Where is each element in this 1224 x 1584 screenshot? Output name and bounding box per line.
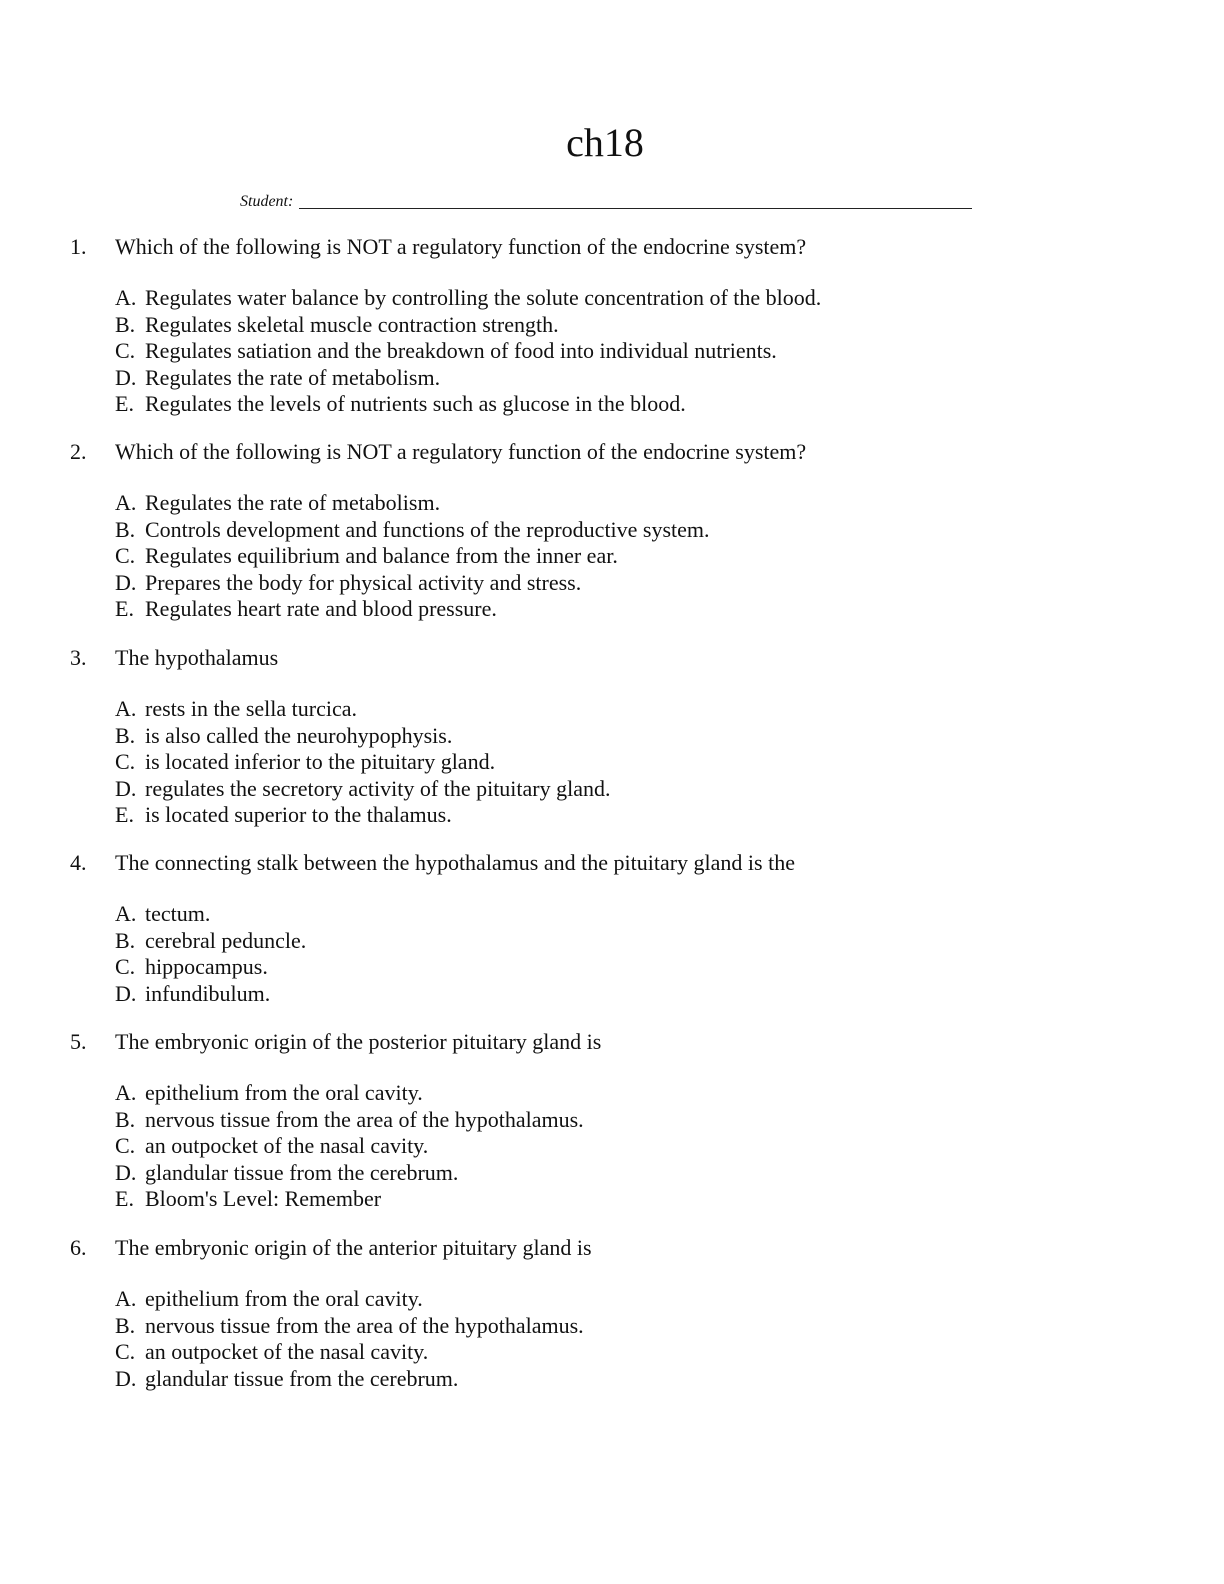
answer-option — [115, 338, 1175, 365]
option-text: cerebral peduncle. — [145, 927, 307, 953]
option-text: an outpocket of the nasal cavity. — [145, 1339, 429, 1365]
option-letter: A. — [115, 696, 137, 721]
question-stem: The embryonic origin of the anterior pituitary gland is — [115, 1235, 592, 1260]
option-text: Bloom's Level: Remember — [145, 1186, 382, 1212]
question-stem: Which of the following is NOT a regulatory function of the endocrine system? — [115, 439, 807, 464]
question-stem: The hypothalamus — [115, 645, 279, 670]
option-text: an outpocket of the nasal cavity. — [145, 1133, 429, 1159]
option-letter: C. — [115, 1339, 136, 1365]
option-text: Regulates the rate of metabolism. — [145, 490, 441, 515]
option-letter: D. — [115, 1365, 137, 1391]
answer-option — [115, 723, 1175, 750]
option-text: is located superior to the thalamus. — [145, 802, 452, 828]
answer-option — [115, 1107, 1175, 1134]
answer-option — [115, 1286, 1175, 1313]
option-text: is located inferior to the pituitary gland. — [145, 749, 496, 775]
option-text: Regulates water balance by controlling the solute concentration of the blood. — [145, 285, 822, 310]
option-letter: B. — [115, 516, 136, 542]
option-letter: B. — [115, 1106, 136, 1132]
document-title: ch18 — [566, 120, 644, 165]
answer-option — [115, 802, 1175, 829]
option-text: Controls development and functions of the reproductive system. — [145, 516, 710, 542]
answer-option — [115, 901, 1175, 928]
option-text: Regulates equilibrium and balance from the inner ear. — [145, 543, 618, 569]
question-number: 1. — [70, 234, 87, 259]
answer-option — [115, 1160, 1175, 1187]
option-letter: E. — [115, 802, 134, 828]
option-text: infundibulum. — [145, 980, 271, 1006]
answer-option — [115, 1186, 1175, 1213]
option-text: Regulates heart rate and blood pressure. — [145, 596, 497, 622]
option-text: tectum. — [145, 901, 211, 926]
option-letter: C. — [115, 543, 136, 569]
answer-options — [115, 901, 1175, 1007]
answer-option — [115, 1133, 1175, 1160]
question-number: 4. — [70, 850, 87, 875]
student-label: Student: — [240, 193, 294, 210]
answer-option — [115, 312, 1175, 339]
option-letter: D. — [115, 775, 137, 801]
option-letter: D. — [115, 1159, 137, 1185]
answer-option — [115, 749, 1175, 776]
answer-option — [115, 596, 1175, 623]
option-text: epithelium from the oral cavity. — [145, 1286, 423, 1311]
question-number: 3. — [70, 645, 87, 670]
question-stem: The embryonic origin of the posterior pituitary gland is — [115, 1029, 602, 1054]
option-text: nervous tissue from the area of the hypothalamus. — [145, 1106, 584, 1132]
answer-option — [115, 696, 1175, 723]
option-letter: E. — [115, 1186, 134, 1212]
option-letter: E. — [115, 391, 134, 417]
option-letter: A. — [115, 1286, 137, 1311]
option-letter: B. — [115, 311, 136, 337]
answer-options — [115, 285, 1175, 418]
question-stem: Which of the following is NOT a regulatory function of the endocrine system? — [115, 234, 807, 259]
answer-option — [115, 1339, 1175, 1366]
student-name-blank[interactable] — [299, 190, 972, 209]
option-text: Regulates the levels of nutrients such as glucose in the blood. — [145, 391, 686, 417]
option-text: Regulates the rate of metabolism. — [145, 364, 441, 390]
option-letter: E. — [115, 596, 134, 622]
question-number: 2. — [70, 439, 87, 464]
option-text: hippocampus. — [145, 954, 268, 980]
answer-option — [115, 928, 1175, 955]
option-letter: C. — [115, 954, 136, 980]
option-text: glandular tissue from the cerebrum. — [145, 1159, 459, 1185]
option-letter: A. — [115, 490, 137, 515]
option-letter: A. — [115, 1080, 137, 1105]
answer-options — [115, 490, 1175, 623]
option-letter: A. — [115, 285, 137, 310]
option-letter: C. — [115, 1133, 136, 1159]
answer-option — [115, 954, 1175, 981]
answer-option — [115, 365, 1175, 392]
option-text: regulates the secretory activity of the pituitary gland. — [145, 775, 611, 801]
option-letter: C. — [115, 338, 136, 364]
option-text: Regulates skeletal muscle contraction strength. — [145, 311, 559, 337]
option-letter: B. — [115, 1312, 136, 1338]
option-letter: D. — [115, 569, 137, 595]
option-text: is also called the neurohypophysis. — [145, 722, 453, 748]
option-letter: D. — [115, 980, 137, 1006]
option-text: Prepares the body for physical activity and stress. — [145, 569, 582, 595]
answer-option — [115, 776, 1175, 803]
student-name-row — [240, 188, 972, 212]
option-letter: A. — [115, 901, 137, 926]
answer-option — [115, 543, 1175, 570]
answer-options — [115, 696, 1175, 829]
option-text: Regulates satiation and the breakdown of food into individual nutrients. — [145, 338, 777, 364]
answer-option — [115, 1313, 1175, 1340]
question-stem: The connecting stalk between the hypothalamus and the pituitary gland is the — [115, 850, 795, 875]
answer-option — [115, 1080, 1175, 1107]
option-text: epithelium from the oral cavity. — [145, 1080, 423, 1105]
option-text: rests in the sella turcica. — [145, 696, 357, 721]
question-number: 6. — [70, 1235, 87, 1260]
answer-options — [115, 1286, 1175, 1392]
answer-option — [115, 981, 1175, 1008]
answer-option — [115, 490, 1175, 517]
answer-option — [115, 1366, 1175, 1393]
answer-option — [115, 570, 1175, 597]
answer-option — [115, 517, 1175, 544]
option-text: glandular tissue from the cerebrum. — [145, 1365, 459, 1391]
option-letter: B. — [115, 722, 136, 748]
option-letter: D. — [115, 364, 137, 390]
option-letter: C. — [115, 749, 136, 775]
answer-options — [115, 1080, 1175, 1213]
option-letter: B. — [115, 927, 136, 953]
answer-option — [115, 285, 1175, 312]
answer-option — [115, 391, 1175, 418]
option-text: nervous tissue from the area of the hypothalamus. — [145, 1312, 584, 1338]
question-number: 5. — [70, 1029, 87, 1054]
